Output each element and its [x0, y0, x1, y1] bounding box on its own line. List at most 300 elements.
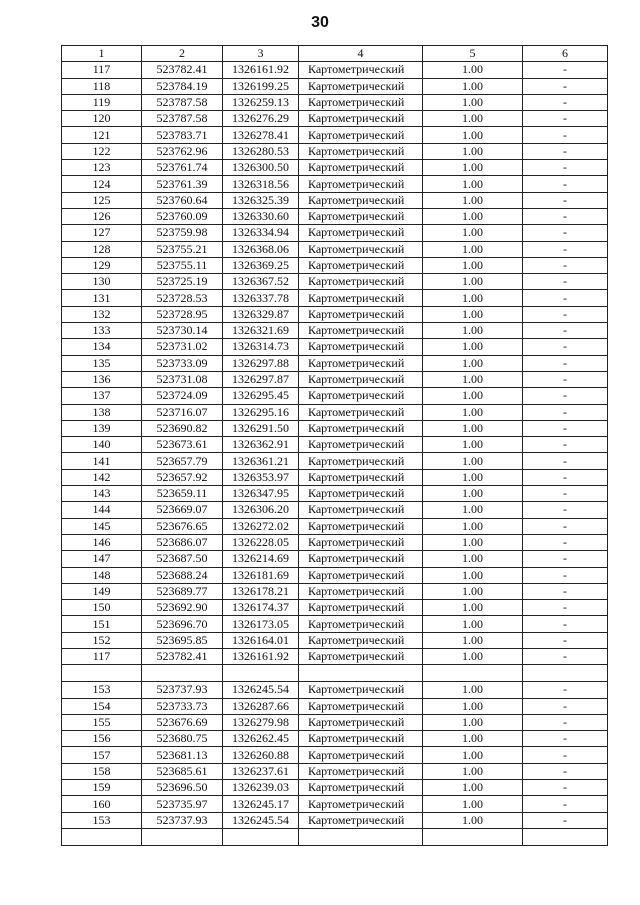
x-coordinate-cell: 523783.71 [142, 127, 223, 143]
y-coordinate-cell: 1326347.95 [223, 486, 299, 502]
table-row [62, 94, 608, 110]
accuracy-cell: 1.00 [423, 567, 523, 583]
x-coordinate-cell: 523657.92 [142, 469, 223, 485]
table-row [62, 143, 608, 159]
y-coordinate-cell: 1326164.01 [223, 632, 299, 648]
x-coordinate-cell: 523733.09 [142, 355, 223, 371]
method-cell: Картометрический [299, 437, 423, 453]
y-coordinate-cell: 1326325.39 [223, 192, 299, 208]
method-cell: Картометрический [299, 274, 423, 290]
method-cell: Картометрический [299, 225, 423, 241]
note-cell: - [523, 306, 608, 322]
x-coordinate-cell: 523686.07 [142, 534, 223, 550]
accuracy-cell: 1.00 [423, 698, 523, 714]
y-coordinate-cell: 1326368.06 [223, 241, 299, 257]
y-coordinate-cell: 1326318.56 [223, 176, 299, 192]
x-coordinate-cell: 523782.41 [142, 648, 223, 664]
x-coordinate-cell: 523680.75 [142, 731, 223, 747]
y-coordinate-cell: 1326330.60 [223, 208, 299, 224]
note-cell: - [523, 257, 608, 273]
y-coordinate-cell: 1326181.69 [223, 567, 299, 583]
table-row [62, 698, 608, 714]
y-coordinate-cell: 1326278.41 [223, 127, 299, 143]
empty-cell [223, 665, 299, 682]
note-cell: - [523, 486, 608, 502]
x-coordinate-cell: 523784.19 [142, 78, 223, 94]
point-number-cell: 143 [62, 486, 142, 502]
method-cell: Картометрический [299, 763, 423, 779]
column-header: 6 [523, 46, 608, 62]
note-cell: - [523, 567, 608, 583]
point-number-cell: 134 [62, 339, 142, 355]
empty-row [62, 828, 608, 845]
note-cell: - [523, 404, 608, 420]
y-coordinate-cell: 1326228.05 [223, 534, 299, 550]
note-cell: - [523, 94, 608, 110]
accuracy-cell: 1.00 [423, 143, 523, 159]
x-coordinate-cell: 523657.79 [142, 453, 223, 469]
note-cell: - [523, 518, 608, 534]
point-number-cell: 117 [62, 62, 142, 78]
empty-cell [423, 828, 523, 845]
table-row [62, 747, 608, 763]
y-coordinate-cell: 1326260.88 [223, 747, 299, 763]
y-coordinate-cell: 1326367.52 [223, 274, 299, 290]
y-coordinate-cell: 1326173.05 [223, 616, 299, 632]
x-coordinate-cell: 523725.19 [142, 274, 223, 290]
point-number-cell: 121 [62, 127, 142, 143]
accuracy-cell: 1.00 [423, 469, 523, 485]
accuracy-cell: 1.00 [423, 225, 523, 241]
y-coordinate-cell: 1326214.69 [223, 551, 299, 567]
empty-cell [299, 828, 423, 845]
table-row [62, 62, 608, 78]
x-coordinate-cell: 523692.90 [142, 600, 223, 616]
empty-cell [223, 828, 299, 845]
note-cell: - [523, 648, 608, 664]
y-coordinate-cell: 1326245.54 [223, 812, 299, 828]
accuracy-cell: 1.00 [423, 812, 523, 828]
note-cell: - [523, 551, 608, 567]
method-cell: Картометрический [299, 796, 423, 812]
table-row [62, 551, 608, 567]
point-number-cell: 123 [62, 160, 142, 176]
accuracy-cell: 1.00 [423, 404, 523, 420]
table-row [62, 567, 608, 583]
x-coordinate-cell: 523731.02 [142, 339, 223, 355]
accuracy-cell: 1.00 [423, 208, 523, 224]
accuracy-cell: 1.00 [423, 62, 523, 78]
accuracy-cell: 1.00 [423, 78, 523, 94]
note-cell: - [523, 111, 608, 127]
method-cell: Картометрический [299, 698, 423, 714]
note-cell: - [523, 62, 608, 78]
note-cell: - [523, 682, 608, 698]
table-row [62, 306, 608, 322]
y-coordinate-cell: 1326321.69 [223, 323, 299, 339]
y-coordinate-cell: 1326259.13 [223, 94, 299, 110]
x-coordinate-cell: 523696.50 [142, 780, 223, 796]
point-number-cell: 118 [62, 78, 142, 94]
x-coordinate-cell: 523728.53 [142, 290, 223, 306]
accuracy-cell: 1.00 [423, 796, 523, 812]
y-coordinate-cell: 1326314.73 [223, 339, 299, 355]
method-cell: Картометрический [299, 160, 423, 176]
table-row [62, 453, 608, 469]
method-cell: Картометрический [299, 502, 423, 518]
method-cell: Картометрический [299, 192, 423, 208]
point-number-cell: 146 [62, 534, 142, 550]
note-cell: - [523, 600, 608, 616]
point-number-cell: 136 [62, 371, 142, 387]
y-coordinate-cell: 1326337.78 [223, 290, 299, 306]
accuracy-cell: 1.00 [423, 388, 523, 404]
point-number-cell: 126 [62, 208, 142, 224]
table-row [62, 274, 608, 290]
method-cell: Картометрический [299, 78, 423, 94]
note-cell: - [523, 469, 608, 485]
method-cell: Картометрический [299, 290, 423, 306]
note-cell: - [523, 763, 608, 779]
accuracy-cell: 1.00 [423, 355, 523, 371]
method-cell: Картометрический [299, 404, 423, 420]
x-coordinate-cell: 523730.14 [142, 323, 223, 339]
note-cell: - [523, 208, 608, 224]
accuracy-cell: 1.00 [423, 682, 523, 698]
note-cell: - [523, 616, 608, 632]
note-cell: - [523, 632, 608, 648]
x-coordinate-cell: 523731.08 [142, 371, 223, 387]
point-number-cell: 153 [62, 682, 142, 698]
note-cell: - [523, 241, 608, 257]
method-cell: Картометрический [299, 323, 423, 339]
y-coordinate-cell: 1326361.21 [223, 453, 299, 469]
note-cell: - [523, 143, 608, 159]
accuracy-cell: 1.00 [423, 306, 523, 322]
table-row [62, 812, 608, 828]
point-number-cell: 137 [62, 388, 142, 404]
point-number-cell: 128 [62, 241, 142, 257]
point-number-cell: 135 [62, 355, 142, 371]
note-cell: - [523, 534, 608, 550]
y-coordinate-cell: 1326161.92 [223, 648, 299, 664]
x-coordinate-cell: 523690.82 [142, 420, 223, 436]
table-row [62, 160, 608, 176]
column-header: 5 [423, 46, 523, 62]
table-row [62, 763, 608, 779]
table-row [62, 78, 608, 94]
x-coordinate-cell: 523659.11 [142, 486, 223, 502]
x-coordinate-cell: 523689.77 [142, 583, 223, 599]
note-cell: - [523, 812, 608, 828]
method-cell: Картометрический [299, 339, 423, 355]
x-coordinate-cell: 523676.69 [142, 714, 223, 730]
table-row [62, 437, 608, 453]
point-number-cell: 148 [62, 567, 142, 583]
y-coordinate-cell: 1326237.61 [223, 763, 299, 779]
table-row [62, 780, 608, 796]
x-coordinate-cell: 523737.93 [142, 682, 223, 698]
y-coordinate-cell: 1326280.53 [223, 143, 299, 159]
x-coordinate-cell: 523762.96 [142, 143, 223, 159]
y-coordinate-cell: 1326272.02 [223, 518, 299, 534]
method-cell: Картометрический [299, 355, 423, 371]
point-number-cell: 142 [62, 469, 142, 485]
accuracy-cell: 1.00 [423, 371, 523, 387]
accuracy-cell: 1.00 [423, 437, 523, 453]
accuracy-cell: 1.00 [423, 616, 523, 632]
accuracy-cell: 1.00 [423, 486, 523, 502]
y-coordinate-cell: 1326334.94 [223, 225, 299, 241]
note-cell: - [523, 176, 608, 192]
y-coordinate-cell: 1326297.88 [223, 355, 299, 371]
point-number-cell: 155 [62, 714, 142, 730]
method-cell: Картометрический [299, 486, 423, 502]
x-coordinate-cell: 523669.07 [142, 502, 223, 518]
table-row [62, 241, 608, 257]
method-cell: Картометрический [299, 714, 423, 730]
method-cell: Картометрический [299, 469, 423, 485]
x-coordinate-cell: 523735.97 [142, 796, 223, 812]
table-row [62, 632, 608, 648]
method-cell: Картометрический [299, 731, 423, 747]
empty-cell [62, 665, 142, 682]
point-number-cell: 160 [62, 796, 142, 812]
point-number-cell: 154 [62, 698, 142, 714]
accuracy-cell: 1.00 [423, 747, 523, 763]
method-cell: Картометрический [299, 518, 423, 534]
x-coordinate-cell: 523716.07 [142, 404, 223, 420]
y-coordinate-cell: 1326297.87 [223, 371, 299, 387]
accuracy-cell: 1.00 [423, 502, 523, 518]
x-coordinate-cell: 523760.09 [142, 208, 223, 224]
point-number-cell: 149 [62, 583, 142, 599]
accuracy-cell: 1.00 [423, 127, 523, 143]
note-cell: - [523, 796, 608, 812]
point-number-cell: 141 [62, 453, 142, 469]
x-coordinate-cell: 523737.93 [142, 812, 223, 828]
point-number-cell: 151 [62, 616, 142, 632]
table-row [62, 127, 608, 143]
empty-cell [62, 828, 142, 845]
table-body [62, 62, 608, 846]
table-row [62, 682, 608, 698]
method-cell: Картометрический [299, 551, 423, 567]
point-number-cell: 117 [62, 648, 142, 664]
point-number-cell: 140 [62, 437, 142, 453]
x-coordinate-cell: 523761.74 [142, 160, 223, 176]
table-row [62, 339, 608, 355]
note-cell: - [523, 420, 608, 436]
point-number-cell: 127 [62, 225, 142, 241]
x-coordinate-cell: 523787.58 [142, 111, 223, 127]
table-row [62, 371, 608, 387]
y-coordinate-cell: 1326178.21 [223, 583, 299, 599]
table-row [62, 502, 608, 518]
method-cell: Картометрический [299, 143, 423, 159]
page-number: 30 [311, 14, 329, 31]
method-cell: Картометрический [299, 176, 423, 192]
accuracy-cell: 1.00 [423, 290, 523, 306]
x-coordinate-cell: 523728.95 [142, 306, 223, 322]
y-coordinate-cell: 1326245.54 [223, 682, 299, 698]
point-number-cell: 159 [62, 780, 142, 796]
method-cell: Картометрический [299, 371, 423, 387]
x-coordinate-cell: 523755.21 [142, 241, 223, 257]
x-coordinate-cell: 523759.98 [142, 225, 223, 241]
point-number-cell: 120 [62, 111, 142, 127]
x-coordinate-cell: 523733.73 [142, 698, 223, 714]
method-cell: Картометрический [299, 388, 423, 404]
y-coordinate-cell: 1326262.45 [223, 731, 299, 747]
method-cell: Картометрический [299, 306, 423, 322]
point-number-cell: 139 [62, 420, 142, 436]
note-cell: - [523, 714, 608, 730]
empty-cell [299, 665, 423, 682]
accuracy-cell: 1.00 [423, 551, 523, 567]
point-number-cell: 119 [62, 94, 142, 110]
table-row [62, 518, 608, 534]
x-coordinate-cell: 523761.39 [142, 176, 223, 192]
method-cell: Картометрический [299, 682, 423, 698]
table-row [62, 616, 608, 632]
point-number-cell: 129 [62, 257, 142, 273]
point-number-cell: 132 [62, 306, 142, 322]
y-coordinate-cell: 1326287.66 [223, 698, 299, 714]
accuracy-cell: 1.00 [423, 714, 523, 730]
empty-cell [523, 665, 608, 682]
coordinates-table [61, 45, 608, 846]
table-row [62, 176, 608, 192]
method-cell: Картометрический [299, 812, 423, 828]
x-coordinate-cell: 523755.11 [142, 257, 223, 273]
note-cell: - [523, 698, 608, 714]
x-coordinate-cell: 523676.65 [142, 518, 223, 534]
table-row [62, 600, 608, 616]
method-cell: Картометрический [299, 420, 423, 436]
point-number-cell: 138 [62, 404, 142, 420]
method-cell: Картометрический [299, 111, 423, 127]
point-number-cell: 152 [62, 632, 142, 648]
x-coordinate-cell: 523681.13 [142, 747, 223, 763]
method-cell: Картометрический [299, 534, 423, 550]
y-coordinate-cell: 1326161.92 [223, 62, 299, 78]
method-cell: Картометрический [299, 747, 423, 763]
table-row [62, 469, 608, 485]
y-coordinate-cell: 1326174.37 [223, 600, 299, 616]
method-cell: Картометрический [299, 648, 423, 664]
point-number-cell: 156 [62, 731, 142, 747]
note-cell: - [523, 290, 608, 306]
note-cell: - [523, 78, 608, 94]
y-coordinate-cell: 1326295.45 [223, 388, 299, 404]
y-coordinate-cell: 1326295.16 [223, 404, 299, 420]
point-number-cell: 150 [62, 600, 142, 616]
note-cell: - [523, 127, 608, 143]
header-row [62, 46, 608, 62]
accuracy-cell: 1.00 [423, 780, 523, 796]
x-coordinate-cell: 523687.50 [142, 551, 223, 567]
point-number-cell: 133 [62, 323, 142, 339]
accuracy-cell: 1.00 [423, 583, 523, 599]
x-coordinate-cell: 523760.64 [142, 192, 223, 208]
x-coordinate-cell: 523787.58 [142, 94, 223, 110]
point-number-cell: 145 [62, 518, 142, 534]
y-coordinate-cell: 1326300.50 [223, 160, 299, 176]
x-coordinate-cell: 523688.24 [142, 567, 223, 583]
point-number-cell: 130 [62, 274, 142, 290]
accuracy-cell: 1.00 [423, 600, 523, 616]
accuracy-cell: 1.00 [423, 176, 523, 192]
y-coordinate-cell: 1326306.20 [223, 502, 299, 518]
column-header: 1 [62, 46, 142, 62]
table-row [62, 534, 608, 550]
x-coordinate-cell: 523673.61 [142, 437, 223, 453]
note-cell: - [523, 339, 608, 355]
x-coordinate-cell: 523685.61 [142, 763, 223, 779]
note-cell: - [523, 731, 608, 747]
y-coordinate-cell: 1326276.29 [223, 111, 299, 127]
accuracy-cell: 1.00 [423, 323, 523, 339]
point-number-cell: 147 [62, 551, 142, 567]
point-number-cell: 124 [62, 176, 142, 192]
accuracy-cell: 1.00 [423, 420, 523, 436]
table-row [62, 355, 608, 371]
table-row [62, 731, 608, 747]
table-row [62, 111, 608, 127]
table-row [62, 404, 608, 420]
x-coordinate-cell: 523724.09 [142, 388, 223, 404]
accuracy-cell: 1.00 [423, 274, 523, 290]
method-cell: Картометрический [299, 94, 423, 110]
note-cell: - [523, 323, 608, 339]
empty-cell [423, 665, 523, 682]
note-cell: - [523, 355, 608, 371]
note-cell: - [523, 747, 608, 763]
table-row [62, 420, 608, 436]
table-row [62, 648, 608, 664]
table-row [62, 796, 608, 812]
note-cell: - [523, 502, 608, 518]
empty-cell [142, 828, 223, 845]
method-cell: Картометрический [299, 241, 423, 257]
accuracy-cell: 1.00 [423, 453, 523, 469]
table-row [62, 388, 608, 404]
column-header: 2 [142, 46, 223, 62]
x-coordinate-cell: 523696.70 [142, 616, 223, 632]
accuracy-cell: 1.00 [423, 731, 523, 747]
point-number-cell: 122 [62, 143, 142, 159]
point-number-cell: 144 [62, 502, 142, 518]
table-row [62, 486, 608, 502]
y-coordinate-cell: 1326329.87 [223, 306, 299, 322]
note-cell: - [523, 192, 608, 208]
point-number-cell: 131 [62, 290, 142, 306]
empty-cell [142, 665, 223, 682]
y-coordinate-cell: 1326279.98 [223, 714, 299, 730]
note-cell: - [523, 274, 608, 290]
note-cell: - [523, 388, 608, 404]
method-cell: Картометрический [299, 127, 423, 143]
y-coordinate-cell: 1326369.25 [223, 257, 299, 273]
method-cell: Картометрический [299, 616, 423, 632]
method-cell: Картометрический [299, 600, 423, 616]
method-cell: Картометрический [299, 208, 423, 224]
y-coordinate-cell: 1326245.17 [223, 796, 299, 812]
x-coordinate-cell: 523782.41 [142, 62, 223, 78]
table-row [62, 208, 608, 224]
accuracy-cell: 1.00 [423, 192, 523, 208]
